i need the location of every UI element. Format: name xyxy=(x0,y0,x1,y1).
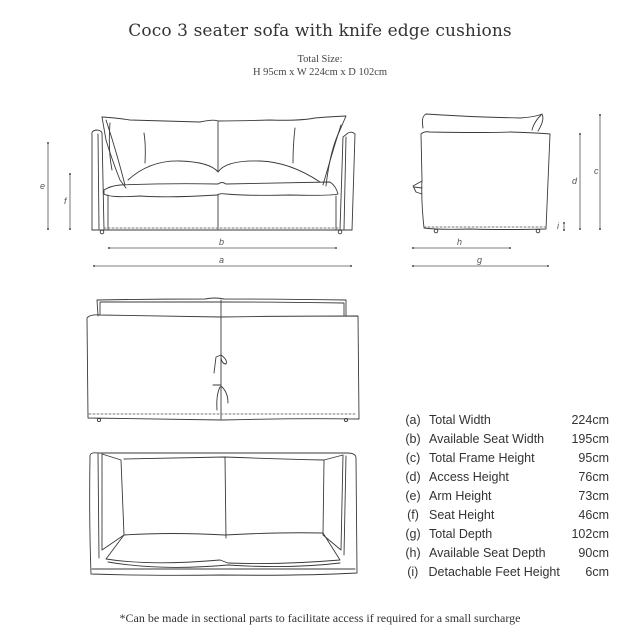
spec-label: Detachable Feet Height xyxy=(428,565,560,580)
spec-row-g xyxy=(399,525,609,544)
spec-row-a xyxy=(399,410,609,429)
spec-row-c xyxy=(399,448,609,467)
spec-row-b xyxy=(399,429,609,448)
top-view-sofa xyxy=(90,453,357,576)
spec-key: (f) xyxy=(407,508,419,523)
spec-value: 6cm xyxy=(585,565,609,580)
spec-value: 76cm xyxy=(578,469,609,484)
total-size-value: H 95cm x W 224cm x D 102cm xyxy=(252,67,388,78)
spec-label: Available Seat Width xyxy=(429,431,545,446)
spec-row-d xyxy=(399,467,609,486)
side-view-dimensions xyxy=(413,115,600,266)
spec-key: (c) xyxy=(405,450,421,465)
spec-value: 95cm xyxy=(578,450,609,465)
dim-label-a: a xyxy=(219,255,225,265)
back-view-sofa xyxy=(87,298,359,422)
spec-label: Access Height xyxy=(429,469,509,484)
page-title: Coco 3 seater sofa with knife edge cushions xyxy=(128,21,512,41)
spec-value: 195cm xyxy=(571,431,609,446)
front-view-sofa xyxy=(92,116,355,234)
spec-label: Seat Height xyxy=(429,508,495,523)
spec-key: (e) xyxy=(405,488,421,503)
footnote: *Can be made in sectional parts to facilitate access if required for a small surcharge xyxy=(119,611,521,625)
front-view-dimensions xyxy=(48,143,351,266)
spec-key: (h) xyxy=(405,546,421,561)
dim-label-d: d xyxy=(572,176,578,186)
total-size-label: Total Size: xyxy=(297,54,343,65)
spec-row-i xyxy=(399,563,609,582)
spec-key: (a) xyxy=(405,412,421,427)
spec-label: Total Frame Height xyxy=(429,450,535,465)
spec-key: (g) xyxy=(405,527,421,542)
dim-label-f: f xyxy=(64,196,67,206)
spec-row-f xyxy=(399,505,609,524)
spec-value: 102cm xyxy=(571,527,609,542)
spec-value: 73cm xyxy=(578,488,609,503)
specification-table xyxy=(399,410,609,582)
spec-label: Total Depth xyxy=(429,527,493,542)
spec-value: 46cm xyxy=(578,508,609,523)
spec-key: (d) xyxy=(405,469,421,484)
dim-label-b: b xyxy=(219,237,225,247)
spec-label: Total Width xyxy=(429,412,491,427)
spec-label: Arm Height xyxy=(429,488,492,503)
dim-label-c: c xyxy=(594,166,599,176)
spec-key: (i) xyxy=(407,565,419,580)
dim-label-h: h xyxy=(457,237,463,247)
spec-key: (b) xyxy=(405,431,421,446)
spec-row-h xyxy=(399,544,609,563)
spec-label: Available Seat Depth xyxy=(429,546,546,561)
spec-value: 224cm xyxy=(571,412,609,427)
spec-row-e xyxy=(399,486,609,505)
spec-value: 90cm xyxy=(578,546,609,561)
dim-label-e: e xyxy=(40,181,46,191)
dim-label-i: i xyxy=(557,221,559,231)
side-view-sofa xyxy=(413,114,550,233)
dim-label-g: g xyxy=(477,255,483,265)
